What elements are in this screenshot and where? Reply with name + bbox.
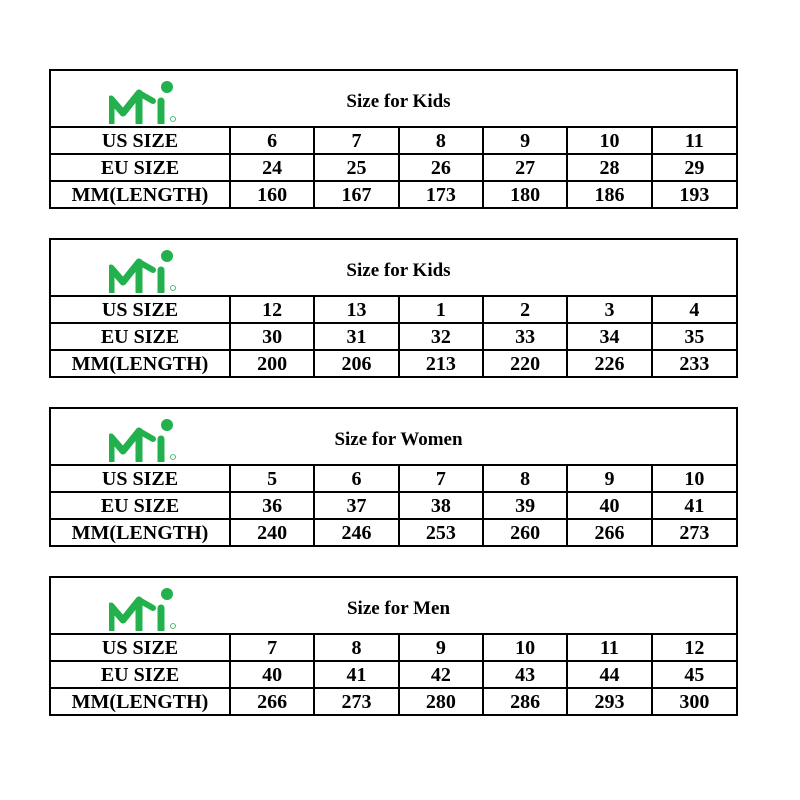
size-cell: 9 (567, 466, 651, 492)
size-cell: 39 (483, 492, 567, 519)
size-cell: 12 (684, 636, 705, 659)
size-cell: 186 (567, 181, 651, 207)
size-chart (49, 407, 738, 547)
table-row (51, 635, 736, 661)
row-label: EU SIZE (51, 492, 230, 519)
size-cell: 8 (399, 128, 483, 154)
size-cell: 31 (314, 323, 398, 350)
chart-header (51, 409, 736, 466)
chart-header (51, 578, 736, 635)
chart-header (51, 71, 736, 128)
size-cell: 300 (652, 688, 736, 714)
size-cell: 160 (230, 181, 314, 207)
size-cell: 8 (314, 635, 398, 661)
size-cell: 200 (230, 350, 314, 376)
size-cell: 10 (483, 635, 567, 661)
size-cell: 273 (314, 688, 398, 714)
row-label: EU SIZE (51, 323, 230, 350)
table-row (51, 181, 736, 207)
size-cell: 240 (230, 519, 314, 545)
size-cell: 24 (230, 154, 314, 181)
size-cell: 9 (399, 635, 483, 661)
size-cell: 266 (230, 688, 314, 714)
row-label: EU SIZE (51, 154, 230, 181)
size-cell: 12 (230, 297, 314, 323)
size-cell: 4 (689, 298, 700, 321)
size-cell: 7 (230, 635, 314, 661)
table-row (51, 492, 736, 519)
size-cell: 286 (483, 688, 567, 714)
size-cell: 41 (652, 492, 736, 519)
size-cell: 173 (399, 181, 483, 207)
size-cell: 10 (684, 467, 705, 490)
size-cell: 33 (483, 323, 567, 350)
size-cell: 26 (399, 154, 483, 181)
row-label: US SIZE (51, 297, 230, 323)
size-cell: 246 (314, 519, 398, 545)
size-cell: 7 (399, 466, 483, 492)
size-table (51, 635, 736, 714)
size-cell: 233 (652, 350, 736, 376)
table-row (51, 128, 736, 154)
size-cell: 9 (483, 128, 567, 154)
size-cell: 180 (483, 181, 567, 207)
size-cell: 1 (399, 297, 483, 323)
size-cell: 167 (314, 181, 398, 207)
size-cell: 13 (314, 297, 398, 323)
size-cell: 32 (399, 323, 483, 350)
size-cell: 37 (314, 492, 398, 519)
size-cell: 29 (652, 154, 736, 181)
size-cell: 42 (399, 661, 483, 688)
size-cell: 35 (652, 323, 736, 350)
size-cell: 7 (314, 128, 398, 154)
size-cell: 45 (652, 661, 736, 688)
row-label: US SIZE (51, 466, 230, 492)
size-cell: 38 (399, 492, 483, 519)
size-table (51, 128, 736, 207)
size-cell: 27 (483, 154, 567, 181)
size-cell: 30 (230, 323, 314, 350)
size-cell: 226 (567, 350, 651, 376)
size-chart (49, 69, 738, 209)
row-label: EU SIZE (51, 661, 230, 688)
row-label: MM(LENGTH) (51, 181, 230, 207)
table-row (51, 688, 736, 714)
chart-title: Size for Men (346, 598, 451, 619)
row-label: MM(LENGTH) (51, 350, 230, 376)
size-cell: 206 (314, 350, 398, 376)
size-cell: 5 (230, 466, 314, 492)
chart-title: Size for Kids (346, 260, 451, 281)
chart-title: Size for Kids (346, 91, 451, 112)
size-cell: 273 (652, 519, 736, 545)
row-label: MM(LENGTH) (51, 688, 230, 714)
table-row (51, 466, 736, 492)
size-cell: 3 (567, 297, 651, 323)
chart-title: Size for Women (334, 429, 463, 450)
size-cell: 193 (652, 181, 736, 207)
size-cell: 260 (483, 519, 567, 545)
size-cell: 11 (567, 635, 651, 661)
table-row (51, 661, 736, 688)
size-cell: 10 (567, 128, 651, 154)
size-cell: 6 (230, 128, 314, 154)
size-table (51, 297, 736, 376)
size-cell: 2 (483, 297, 567, 323)
size-chart (49, 238, 738, 378)
size-cell: 40 (567, 492, 651, 519)
row-label: MM(LENGTH) (51, 519, 230, 545)
table-row (51, 297, 736, 323)
table-row (51, 519, 736, 545)
size-cell: 25 (314, 154, 398, 181)
size-cell: 28 (567, 154, 651, 181)
size-cell: 43 (483, 661, 567, 688)
size-cell: 11 (684, 129, 704, 152)
size-cell: 293 (567, 688, 651, 714)
size-cell: 40 (230, 661, 314, 688)
size-cell: 266 (567, 519, 651, 545)
size-cell: 213 (399, 350, 483, 376)
size-cell: 44 (567, 661, 651, 688)
table-row (51, 323, 736, 350)
size-table (51, 466, 736, 545)
row-label: US SIZE (51, 635, 230, 661)
table-row (51, 154, 736, 181)
size-cell: 41 (314, 661, 398, 688)
size-cell: 6 (314, 466, 398, 492)
size-cell: 220 (483, 350, 567, 376)
row-label: US SIZE (51, 128, 230, 154)
table-row (51, 350, 736, 376)
size-cell: 34 (567, 323, 651, 350)
size-cell: 36 (230, 492, 314, 519)
size-cell: 253 (399, 519, 483, 545)
size-chart (49, 576, 738, 716)
size-cell: 280 (399, 688, 483, 714)
chart-header (51, 240, 736, 297)
size-cell: 8 (483, 466, 567, 492)
